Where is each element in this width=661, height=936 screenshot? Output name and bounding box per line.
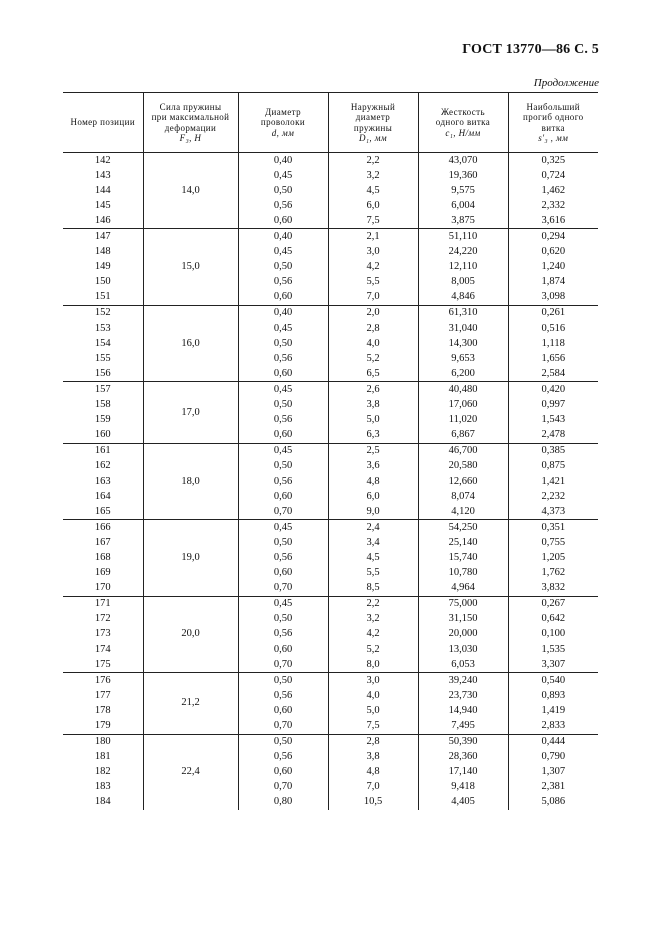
header-defl-line2: прогиб одного	[523, 112, 584, 122]
cell-deflection: 4,373	[508, 504, 598, 520]
cell-deflection: 0,642	[508, 612, 598, 627]
cell-position: 143	[63, 168, 143, 183]
cell-wire-diameter: 0,56	[238, 474, 328, 489]
cell-wire-diameter: 0,56	[238, 351, 328, 366]
cell-outer-diameter: 9,0	[328, 504, 418, 520]
header-outer-line3: пружины	[353, 122, 393, 133]
cell-position: 159	[63, 413, 143, 428]
page-header-standard: ГОСТ 13770—86 С. 5	[462, 42, 599, 57]
cell-wire-diameter: 0,50	[238, 459, 328, 474]
cell-wire-diameter: 0,45	[238, 520, 328, 536]
cell-outer-diameter: 5,2	[328, 642, 418, 657]
cell-position: 168	[63, 550, 143, 565]
cell-position: 170	[63, 581, 143, 597]
cell-outer-diameter: 3,8	[328, 398, 418, 413]
cell-wire-diameter: 0,40	[238, 305, 328, 321]
cell-deflection: 1,307	[508, 765, 598, 780]
cell-position: 174	[63, 642, 143, 657]
header-stiff-unit: c₁, Н/мм	[445, 127, 481, 138]
cell-stiffness: 28,360	[418, 750, 508, 765]
cell-deflection: 1,874	[508, 275, 598, 290]
cell-deflection: 2,381	[508, 780, 598, 795]
cell-deflection: 1,762	[508, 566, 598, 581]
cell-position: 148	[63, 245, 143, 260]
cell-stiffness: 51,110	[418, 229, 508, 245]
cell-outer-diameter: 7,0	[328, 780, 418, 795]
cell-position: 162	[63, 459, 143, 474]
table-row	[63, 673, 598, 689]
cell-wire-diameter: 0,70	[238, 780, 328, 795]
cell-wire-diameter: 0,60	[238, 290, 328, 306]
cell-wire-diameter: 0,60	[238, 642, 328, 657]
header-wire-line1: Диаметр	[265, 106, 301, 117]
cell-outer-diameter: 2,4	[328, 520, 418, 536]
cell-force: 15,0	[143, 229, 238, 305]
header-position	[63, 93, 143, 153]
cell-outer-diameter: 3,4	[328, 535, 418, 550]
cell-stiffness: 6,867	[418, 428, 508, 444]
cell-outer-diameter: 2,2	[328, 596, 418, 612]
cell-outer-diameter: 4,0	[328, 336, 418, 351]
cell-stiffness: 20,580	[418, 459, 508, 474]
cell-stiffness: 14,300	[418, 336, 508, 351]
cell-stiffness: 46,700	[418, 443, 508, 459]
cell-outer-diameter: 6,5	[328, 366, 418, 382]
cell-position: 180	[63, 734, 143, 750]
cell-outer-diameter: 3,0	[328, 245, 418, 260]
cell-deflection: 3,616	[508, 213, 598, 229]
cell-deflection: 0,620	[508, 245, 598, 260]
cell-deflection: 0,540	[508, 673, 598, 689]
continuation-label: Продолжение	[533, 77, 599, 89]
cell-outer-diameter: 2,1	[328, 229, 418, 245]
cell-force: 18,0	[143, 443, 238, 519]
cell-deflection: 0,516	[508, 321, 598, 336]
header-position-label: Номер позиции	[70, 117, 136, 128]
table-body	[63, 153, 598, 811]
cell-deflection: 3,098	[508, 290, 598, 306]
cell-wire-diameter: 0,60	[238, 213, 328, 229]
cell-stiffness: 4,405	[418, 795, 508, 810]
cell-position: 163	[63, 474, 143, 489]
cell-stiffness: 13,030	[418, 642, 508, 657]
cell-stiffness: 7,495	[418, 718, 508, 734]
cell-force: 21,2	[143, 673, 238, 734]
cell-position: 147	[63, 229, 143, 245]
cell-position: 154	[63, 336, 143, 351]
table-row	[63, 229, 598, 245]
cell-stiffness: 3,875	[418, 213, 508, 229]
cell-outer-diameter: 5,5	[328, 275, 418, 290]
cell-stiffness: 6,053	[418, 657, 508, 673]
cell-outer-diameter: 3,2	[328, 612, 418, 627]
cell-stiffness: 4,846	[418, 290, 508, 306]
cell-deflection: 3,307	[508, 657, 598, 673]
cell-position: 146	[63, 213, 143, 229]
cell-deflection: 2,584	[508, 366, 598, 382]
cell-deflection: 1,240	[508, 260, 598, 275]
cell-outer-diameter: 10,5	[328, 795, 418, 810]
cell-deflection: 2,232	[508, 489, 598, 504]
header-force-unit: F₃, Н	[179, 133, 202, 143]
cell-stiffness: 23,730	[418, 688, 508, 703]
cell-stiffness: 61,310	[418, 305, 508, 321]
cell-stiffness: 11,020	[418, 413, 508, 428]
cell-stiffness: 31,150	[418, 612, 508, 627]
cell-wire-diameter: 0,45	[238, 321, 328, 336]
cell-outer-diameter: 5,2	[328, 351, 418, 366]
cell-deflection: 1,543	[508, 413, 598, 428]
cell-wire-diameter: 0,56	[238, 413, 328, 428]
cell-force: 17,0	[143, 382, 238, 443]
header-wire-unit: d, мм	[271, 127, 295, 138]
cell-stiffness: 25,140	[418, 535, 508, 550]
cell-stiffness: 31,040	[418, 321, 508, 336]
cell-stiffness: 9,653	[418, 351, 508, 366]
cell-outer-diameter: 8,5	[328, 581, 418, 597]
cell-position: 151	[63, 290, 143, 306]
cell-wire-diameter: 0,60	[238, 366, 328, 382]
cell-outer-diameter: 4,2	[328, 260, 418, 275]
cell-outer-diameter: 3,6	[328, 459, 418, 474]
cell-stiffness: 8,074	[418, 489, 508, 504]
cell-position: 177	[63, 688, 143, 703]
cell-deflection: 1,462	[508, 183, 598, 198]
header-stiff-line1: Жесткость	[440, 106, 486, 117]
cell-position: 179	[63, 718, 143, 734]
header-outer-unit: D₁, мм	[358, 133, 388, 143]
cell-outer-diameter: 7,0	[328, 290, 418, 306]
cell-wire-diameter: 0,45	[238, 382, 328, 398]
cell-position: 184	[63, 795, 143, 810]
cell-stiffness: 9,418	[418, 780, 508, 795]
cell-wire-diameter: 0,60	[238, 489, 328, 504]
cell-deflection: 0,790	[508, 750, 598, 765]
cell-outer-diameter: 2,0	[328, 305, 418, 321]
cell-wire-diameter: 0,70	[238, 504, 328, 520]
spring-parameters-table	[63, 92, 598, 810]
header-outer-diameter	[328, 93, 418, 153]
header-wire-line2: проволоки	[260, 117, 306, 128]
cell-wire-diameter: 0,80	[238, 795, 328, 810]
table-row	[63, 153, 598, 169]
cell-deflection: 0,261	[508, 305, 598, 321]
cell-deflection: 1,421	[508, 474, 598, 489]
cell-force: 19,0	[143, 520, 238, 596]
cell-deflection: 0,267	[508, 596, 598, 612]
cell-deflection: 0,724	[508, 168, 598, 183]
cell-stiffness: 15,740	[418, 550, 508, 565]
cell-wire-diameter: 0,50	[238, 336, 328, 351]
cell-stiffness: 9,575	[418, 183, 508, 198]
cell-outer-diameter: 4,8	[328, 474, 418, 489]
cell-force: 22,4	[143, 734, 238, 810]
cell-position: 158	[63, 398, 143, 413]
cell-wire-diameter: 0,40	[238, 229, 328, 245]
cell-position: 166	[63, 520, 143, 536]
cell-wire-diameter: 0,70	[238, 657, 328, 673]
header-outer-line2: диаметр	[355, 112, 391, 122]
cell-outer-diameter: 2,5	[328, 443, 418, 459]
header-stiffness	[418, 93, 508, 153]
cell-outer-diameter: 2,6	[328, 382, 418, 398]
cell-deflection: 5,086	[508, 795, 598, 810]
cell-outer-diameter: 4,8	[328, 765, 418, 780]
cell-outer-diameter: 8,0	[328, 657, 418, 673]
cell-deflection: 0,444	[508, 734, 598, 750]
cell-wire-diameter: 0,56	[238, 550, 328, 565]
cell-stiffness: 17,140	[418, 765, 508, 780]
table-header-row	[63, 93, 598, 153]
header-defl-line3: витка	[541, 122, 565, 133]
cell-outer-diameter: 4,2	[328, 627, 418, 642]
cell-outer-diameter: 6,0	[328, 198, 418, 213]
cell-deflection: 3,832	[508, 581, 598, 597]
header-force-line1: Сила пружины	[159, 101, 222, 112]
data-table	[63, 92, 598, 810]
cell-wire-diameter: 0,45	[238, 245, 328, 260]
cell-position: 152	[63, 305, 143, 321]
header-deflection	[508, 93, 598, 153]
cell-outer-diameter: 4,5	[328, 183, 418, 198]
cell-wire-diameter: 0,50	[238, 398, 328, 413]
cell-position: 182	[63, 765, 143, 780]
cell-deflection: 0,385	[508, 443, 598, 459]
cell-deflection: 1,656	[508, 351, 598, 366]
cell-deflection: 0,893	[508, 688, 598, 703]
cell-outer-diameter: 3,8	[328, 750, 418, 765]
cell-position: 161	[63, 443, 143, 459]
cell-position: 169	[63, 566, 143, 581]
cell-position: 172	[63, 612, 143, 627]
cell-deflection: 1,419	[508, 703, 598, 718]
cell-wire-diameter: 0,50	[238, 612, 328, 627]
cell-position: 171	[63, 596, 143, 612]
cell-outer-diameter: 7,5	[328, 213, 418, 229]
cell-wire-diameter: 0,50	[238, 673, 328, 689]
cell-stiffness: 50,390	[418, 734, 508, 750]
cell-deflection: 0,294	[508, 229, 598, 245]
cell-wire-diameter: 0,60	[238, 566, 328, 581]
cell-wire-diameter: 0,70	[238, 581, 328, 597]
cell-deflection: 0,100	[508, 627, 598, 642]
cell-stiffness: 4,964	[418, 581, 508, 597]
cell-deflection: 0,755	[508, 535, 598, 550]
cell-wire-diameter: 0,56	[238, 627, 328, 642]
cell-wire-diameter: 0,40	[238, 153, 328, 169]
cell-position: 156	[63, 366, 143, 382]
cell-position: 153	[63, 321, 143, 336]
cell-wire-diameter: 0,70	[238, 718, 328, 734]
header-wire-diameter	[238, 93, 328, 153]
cell-deflection: 2,833	[508, 718, 598, 734]
cell-position: 142	[63, 153, 143, 169]
cell-deflection: 0,875	[508, 459, 598, 474]
cell-position: 181	[63, 750, 143, 765]
cell-wire-diameter: 0,60	[238, 428, 328, 444]
cell-position: 160	[63, 428, 143, 444]
cell-position: 178	[63, 703, 143, 718]
cell-deflection: 2,332	[508, 198, 598, 213]
cell-stiffness: 12,110	[418, 260, 508, 275]
cell-position: 165	[63, 504, 143, 520]
header-force	[143, 93, 238, 153]
cell-outer-diameter: 5,0	[328, 413, 418, 428]
cell-wire-diameter: 0,56	[238, 688, 328, 703]
table-row	[63, 520, 598, 536]
cell-outer-diameter: 4,5	[328, 550, 418, 565]
cell-position: 155	[63, 351, 143, 366]
cell-wire-diameter: 0,50	[238, 734, 328, 750]
cell-position: 176	[63, 673, 143, 689]
table-row	[63, 382, 598, 398]
cell-outer-diameter: 2,2	[328, 153, 418, 169]
cell-deflection: 0,420	[508, 382, 598, 398]
cell-outer-diameter: 5,0	[328, 703, 418, 718]
cell-wire-diameter: 0,56	[238, 750, 328, 765]
cell-deflection: 1,535	[508, 642, 598, 657]
cell-stiffness: 19,360	[418, 168, 508, 183]
header-defl-unit: s′₃ , мм	[538, 133, 569, 143]
cell-wire-diameter: 0,45	[238, 168, 328, 183]
cell-outer-diameter: 6,3	[328, 428, 418, 444]
cell-stiffness: 20,000	[418, 627, 508, 642]
cell-deflection: 0,325	[508, 153, 598, 169]
cell-wire-diameter: 0,50	[238, 260, 328, 275]
cell-position: 144	[63, 183, 143, 198]
cell-position: 145	[63, 198, 143, 213]
cell-deflection: 0,997	[508, 398, 598, 413]
header-force-line3: деформации	[164, 122, 217, 133]
cell-stiffness: 12,660	[418, 474, 508, 489]
cell-stiffness: 10,780	[418, 566, 508, 581]
table-row	[63, 734, 598, 750]
cell-deflection: 0,351	[508, 520, 598, 536]
cell-stiffness: 6,200	[418, 366, 508, 382]
cell-wire-diameter: 0,60	[238, 703, 328, 718]
table-row	[63, 443, 598, 459]
cell-stiffness: 24,220	[418, 245, 508, 260]
cell-deflection: 2,478	[508, 428, 598, 444]
cell-deflection: 1,118	[508, 336, 598, 351]
cell-force: 16,0	[143, 305, 238, 381]
cell-stiffness: 39,240	[418, 673, 508, 689]
table-row	[63, 596, 598, 612]
header-stiff-line2: одного витка	[435, 117, 491, 128]
cell-force: 14,0	[143, 153, 238, 229]
cell-stiffness: 6,004	[418, 198, 508, 213]
cell-outer-diameter: 5,5	[328, 566, 418, 581]
cell-wire-diameter: 0,56	[238, 275, 328, 290]
cell-wire-diameter: 0,45	[238, 443, 328, 459]
cell-outer-diameter: 2,8	[328, 734, 418, 750]
cell-wire-diameter: 0,45	[238, 596, 328, 612]
cell-stiffness: 75,000	[418, 596, 508, 612]
cell-position: 173	[63, 627, 143, 642]
header-defl-line1: Наибольший	[526, 101, 580, 112]
cell-position: 167	[63, 535, 143, 550]
cell-stiffness: 43,070	[418, 153, 508, 169]
cell-stiffness: 8,005	[418, 275, 508, 290]
cell-stiffness: 4,120	[418, 504, 508, 520]
cell-stiffness: 14,940	[418, 703, 508, 718]
cell-wire-diameter: 0,50	[238, 183, 328, 198]
header-outer-line1: Наружный	[350, 101, 396, 112]
cell-outer-diameter: 3,2	[328, 168, 418, 183]
cell-stiffness: 54,250	[418, 520, 508, 536]
cell-position: 164	[63, 489, 143, 504]
cell-stiffness: 40,480	[418, 382, 508, 398]
cell-position: 157	[63, 382, 143, 398]
header-force-line2: при максимальной	[151, 112, 230, 122]
cell-deflection: 1,205	[508, 550, 598, 565]
table-row	[63, 305, 598, 321]
cell-position: 150	[63, 275, 143, 290]
cell-position: 175	[63, 657, 143, 673]
cell-position: 149	[63, 260, 143, 275]
cell-outer-diameter: 2,8	[328, 321, 418, 336]
cell-position: 183	[63, 780, 143, 795]
cell-outer-diameter: 3,0	[328, 673, 418, 689]
cell-outer-diameter: 6,0	[328, 489, 418, 504]
cell-wire-diameter: 0,56	[238, 198, 328, 213]
cell-force: 20,0	[143, 596, 238, 672]
cell-outer-diameter: 4,0	[328, 688, 418, 703]
cell-stiffness: 17,060	[418, 398, 508, 413]
cell-outer-diameter: 7,5	[328, 718, 418, 734]
cell-wire-diameter: 0,50	[238, 535, 328, 550]
cell-wire-diameter: 0,60	[238, 765, 328, 780]
